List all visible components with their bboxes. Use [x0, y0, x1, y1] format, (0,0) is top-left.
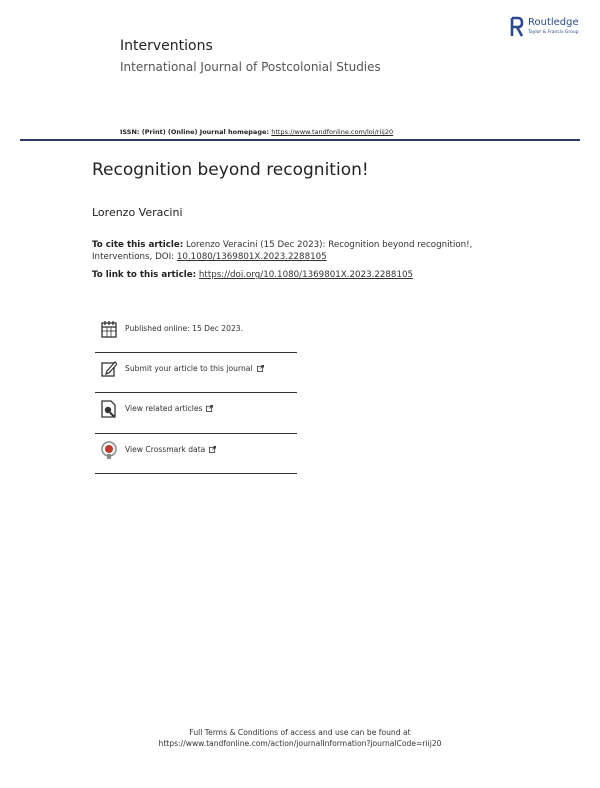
article-title: Recognition beyond recognition! — [92, 160, 369, 180]
submit-article-text: Submit your article to this journal — [125, 364, 253, 373]
issn-label: ISSN: (Print) (Online) Journal homepage: — [120, 128, 269, 136]
edit-icon — [101, 360, 117, 378]
action-divider — [95, 392, 297, 393]
calendar-icon — [101, 320, 117, 338]
related-articles-text: View related articles — [125, 404, 203, 413]
doi-link[interactable]: 10.1080/1369801X.2023.2288105 — [176, 252, 327, 262]
article-link-line — [92, 270, 413, 280]
journal-title: Interventions — [120, 38, 213, 54]
external-link-icon — [206, 405, 213, 412]
routledge-logo-icon — [510, 16, 524, 38]
cite-label: To cite this article: — [92, 240, 184, 250]
action-divider — [95, 352, 297, 353]
citation — [92, 239, 512, 263]
crossmark-icon — [101, 441, 117, 459]
action-divider — [95, 433, 297, 434]
external-link-icon — [209, 446, 216, 453]
external-link-icon — [257, 365, 264, 372]
submit-article-label[interactable] — [125, 364, 264, 373]
submit-article-row[interactable] — [95, 354, 297, 394]
published-online-label: Published online: 15 Dec 2023. — [125, 324, 244, 333]
link-label: To link to this article: — [92, 270, 197, 280]
published-online-row — [95, 314, 297, 354]
journal-homepage-link[interactable]: https://www.tandfonline.com/loi/riij20 — [271, 128, 394, 136]
publisher-name: Routledge — [528, 17, 579, 28]
author-name: Lorenzo Veracini — [92, 206, 183, 219]
crossmark-text: View Crossmark data — [125, 445, 206, 454]
footer-terms: Full Terms & Conditions of access and use can be found at — [189, 728, 411, 737]
crossmark-label[interactable] — [125, 445, 216, 454]
article-doi-url[interactable]: https://doi.org/10.1080/1369801X.2023.2288105 — [198, 270, 414, 280]
issn-line — [120, 128, 393, 136]
cite-text: Lorenzo Veracini (15 Dec 2023): Recognition beyond recognition!, Interventions, DOI: — [92, 240, 473, 262]
publisher-logo[interactable] — [510, 16, 590, 42]
related-articles-row[interactable] — [95, 394, 297, 434]
footer-terms-link[interactable]: https://www.tandfonline.com/action/journalInformation?journalCode=riij20 — [158, 739, 442, 748]
action-divider — [95, 473, 297, 474]
journal-subtitle: International Journal of Postcolonial Studies — [120, 60, 381, 74]
related-articles-label[interactable] — [125, 404, 213, 413]
publisher-tagline: Taylor & Francis Group — [528, 30, 579, 35]
related-articles-icon — [101, 400, 117, 418]
header-divider — [20, 139, 580, 141]
crossmark-row[interactable] — [95, 435, 297, 475]
